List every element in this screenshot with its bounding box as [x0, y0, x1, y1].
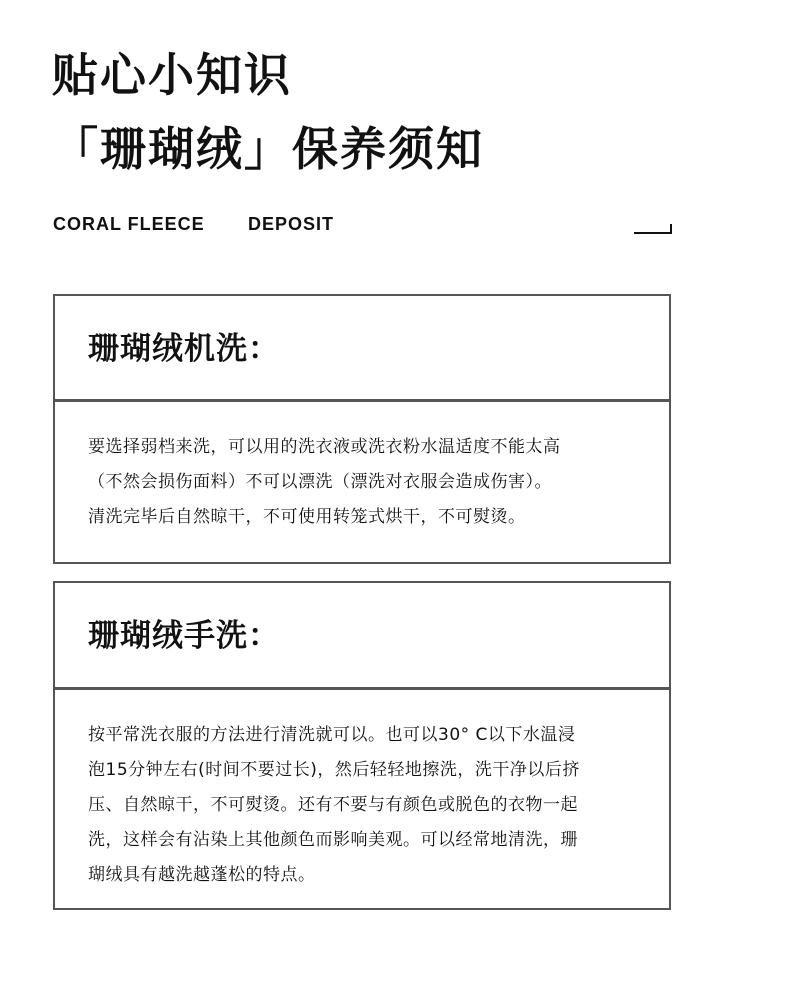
machine-wash-heading: 珊瑚绒机洗： [88, 331, 280, 367]
text-line: 洗，这样会有沾染上其他颜色而影响美观。可以经常地清洗，珊 [88, 830, 578, 850]
text-line: 压、自然晾干，不可熨烫。还有不要与有颜色或脱色的衣物一起 [88, 795, 578, 815]
machine-wash-text [88, 430, 649, 535]
arrow-tip [670, 224, 672, 234]
page-subtitle: 「珊瑚绒」保养须知 [52, 122, 484, 176]
text-line: 瑚绒具有越洗越蓬松的特点。 [88, 865, 316, 885]
text-line: 泡15分钟左右(时间不要过长)，然后轻轻地擦洗，洗干净以后挤 [88, 760, 580, 780]
hand-wash-text [88, 718, 649, 893]
text-line: 要选择弱档来洗，可以用的洗衣液或洗衣粉水温适度不能太高 [88, 437, 561, 457]
machine-wash-card-header [55, 296, 669, 402]
english-label-coral-fleece: CORAL FLEECE [53, 214, 205, 234]
text-line: 清洗完毕后自然晾干，不可使用转笼式烘干，不可熨烫。 [88, 507, 526, 527]
hand-wash-card [53, 581, 671, 910]
page-title: 贴心小知识 [52, 48, 292, 102]
english-label-deposit: DEPOSIT [248, 214, 335, 234]
hand-wash-card-header [55, 583, 669, 690]
text-line: （不然会损伤面料）不可以漂洗（漂洗对衣服会造成伤害）。 [88, 472, 552, 492]
arrow-right-icon [634, 220, 672, 234]
machine-wash-card [53, 294, 671, 564]
text-line: 按平常洗衣服的方法进行清洗就可以。也可以30° C以下水温浸 [88, 725, 576, 745]
arrow-shaft [634, 232, 672, 234]
hand-wash-heading: 珊瑚绒手洗： [88, 618, 280, 654]
